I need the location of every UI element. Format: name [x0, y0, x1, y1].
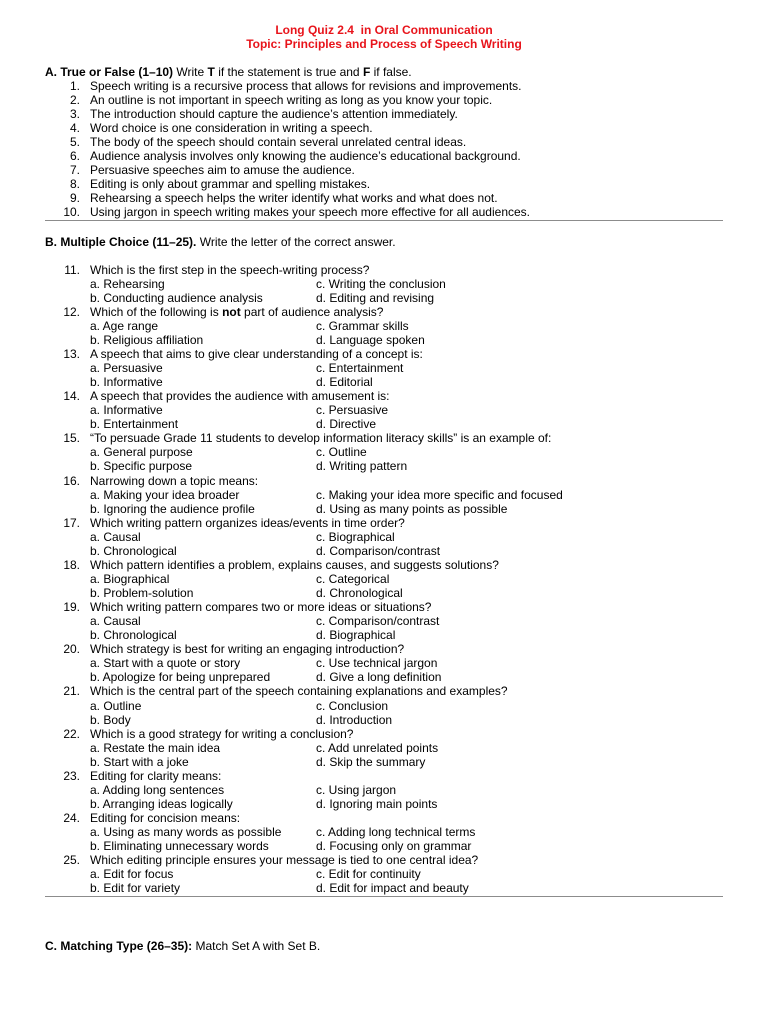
section-a-instr-2: if the statement is true and — [214, 65, 363, 79]
mc-options-row — [0, 319, 768, 333]
mc-option-b: b. Specific purpose — [90, 459, 193, 473]
mc-option-a: a. Biographical — [90, 572, 170, 586]
mc-option-b: b. Eliminating unnecessary words — [90, 839, 269, 853]
mc-number: 21. — [63, 684, 80, 698]
mc-number: 22. — [63, 727, 80, 741]
section-c-instruction: Match Set A with Set B. — [192, 939, 321, 953]
mc-options-row — [0, 614, 768, 628]
tf-number: 2. — [69, 93, 80, 107]
mc-option-a: a. Outline — [90, 699, 142, 713]
mc-options-row — [0, 670, 768, 684]
mc-number: 20. — [63, 642, 80, 656]
mc-option-d: d. Comparison/contrast — [316, 544, 441, 558]
tf-statement: Word choice is one consideration in writing a speech. — [90, 121, 373, 135]
mc-options-row — [0, 586, 768, 600]
section-b-label: B. Multiple Choice (11–25). — [45, 235, 197, 249]
mc-option-d: d. Give a long definition — [316, 670, 442, 684]
mc-option-d: d. Edit for impact and beauty — [316, 881, 469, 895]
mc-options-row — [0, 839, 768, 853]
mc-option-a: a. Edit for focus — [90, 867, 174, 881]
mc-option-b: b. Entertainment — [90, 417, 179, 431]
section-a-false-letter: F — [362, 65, 371, 79]
mc-option-c: c. Grammar skills — [316, 319, 409, 333]
mc-option-b: b. Start with a joke — [90, 755, 189, 769]
tf-number: 10. — [63, 205, 80, 219]
mc-question-text: A speech that provides the audience with amusement is: — [90, 389, 390, 403]
mc-question-text-pre: Which of the following is — [90, 305, 223, 319]
mc-question — [0, 263, 768, 277]
mc-option-d: d. Directive — [316, 417, 377, 431]
mc-number: 17. — [63, 516, 80, 530]
mc-options-row — [0, 502, 768, 516]
mc-number: 16. — [63, 474, 80, 488]
mc-option-d: d. Editing and revising — [316, 291, 435, 305]
mc-question-text: Narrowing down a topic means: — [90, 474, 259, 488]
mc-option-d: d. Biographical — [316, 628, 396, 642]
mc-option-c: c. Writing the conclusion — [316, 277, 446, 291]
tf-number: 5. — [69, 135, 80, 149]
mc-option-a: a. Rehearsing — [90, 277, 165, 291]
mc-options-row — [0, 572, 768, 586]
mc-question-text: A speech that aims to give clear understanding of a concept is: — [90, 347, 423, 361]
section-a-true-letter: T — [207, 65, 215, 79]
mc-option-d: d. Chronological — [316, 586, 403, 600]
tf-number: 4. — [69, 121, 80, 135]
mc-options-row — [0, 375, 768, 389]
mc-options-row — [0, 755, 768, 769]
mc-number: 13. — [63, 347, 80, 361]
mc-question — [0, 516, 768, 530]
mc-number: 12. — [63, 305, 80, 319]
tf-number: 1. — [69, 79, 80, 93]
section-a-label: A. True or False (1–10) — [45, 65, 174, 79]
mc-options-row — [0, 361, 768, 375]
tf-statement: Speech writing is a recursive process that allows for revisions and improvements. — [90, 79, 522, 93]
mc-number: 24. — [63, 811, 80, 825]
mc-question — [0, 811, 768, 825]
mc-option-a: a. Restate the main idea — [90, 741, 221, 755]
section-a-heading — [45, 65, 412, 79]
section-b-heading — [45, 235, 396, 249]
mc-options-row — [0, 291, 768, 305]
mc-question-text: Which is a good strategy for writing a conclusion? — [90, 727, 354, 741]
mc-question-text: Which writing pattern compares two or more ideas or situations? — [90, 600, 432, 614]
mc-option-b: b. Conducting audience analysis — [90, 291, 263, 305]
mc-question-text: Editing for clarity means: — [90, 769, 222, 783]
mc-question — [0, 558, 768, 572]
tf-statement: The introduction should capture the audience’s attention immediately. — [90, 107, 458, 121]
mc-option-c: c. Making your idea more specific and focused — [316, 488, 563, 502]
mc-options-row — [0, 403, 768, 417]
mc-question-text: Which writing pattern organizes ideas/events in time order? — [90, 516, 405, 530]
mc-options-row — [0, 713, 768, 727]
mc-option-d: d. Introduction — [316, 713, 393, 727]
mc-number: 25. — [63, 853, 80, 867]
section-b-instruction: Write the letter of the correct answer. — [196, 235, 396, 249]
tf-number: 8. — [69, 177, 80, 191]
mc-question — [0, 431, 768, 445]
mc-option-b: b. Arranging ideas logically — [90, 797, 233, 811]
tf-statement: Editing is only about grammar and spelling mistakes. — [90, 177, 371, 191]
mc-option-c: c. Conclusion — [316, 699, 389, 713]
mc-option-c: c. Biographical — [316, 530, 395, 544]
mc-option-d: d. Editorial — [316, 375, 373, 389]
mc-option-d: d. Skip the summary — [316, 755, 426, 769]
mc-options-row — [0, 797, 768, 811]
mc-option-a: a. Informative — [90, 403, 163, 417]
mc-question-text: Which is the central part of the speech containing explanations and examples? — [90, 684, 508, 698]
tf-statement: An outline is not important in speech writing as long as you know your topic. — [90, 93, 493, 107]
mc-option-a: a. Start with a quote or story — [90, 656, 241, 670]
mc-options-row — [0, 656, 768, 670]
mc-options-row — [0, 445, 768, 459]
section-divider — [45, 220, 723, 221]
mc-options-row — [0, 881, 768, 895]
mc-option-b: b. Apologize for being unprepared — [90, 670, 271, 684]
mc-option-c: c. Persuasive — [316, 403, 389, 417]
mc-option-c: c. Adding long technical terms — [316, 825, 476, 839]
mc-question-text: Which editing principle ensures your message is tied to one central idea? — [90, 853, 479, 867]
mc-option-a: a. General purpose — [90, 445, 193, 459]
mc-option-a: a. Making your idea broader — [90, 488, 240, 502]
section-c-label: C. Matching Type (26–35): — [45, 939, 193, 953]
mc-question — [0, 600, 768, 614]
section-c-heading — [45, 939, 320, 953]
mc-option-d: d. Focusing only on grammar — [316, 839, 472, 853]
tf-number: 9. — [69, 191, 80, 205]
mc-option-a: a. Adding long sentences — [90, 783, 225, 797]
mc-option-b: b. Ignoring the audience profile — [90, 502, 255, 516]
mc-number: 15. — [63, 431, 80, 445]
tf-number: 6. — [69, 149, 80, 163]
mc-option-d: d. Writing pattern — [316, 459, 408, 473]
mc-options-row — [0, 459, 768, 473]
mc-option-c: c. Using jargon — [316, 783, 397, 797]
tf-statement: Audience analysis involves only knowing the audience’s educational background. — [90, 149, 521, 163]
mc-option-b: b. Chronological — [90, 628, 177, 642]
section-a-instr-1: Write — [173, 65, 208, 79]
tf-number: 3. — [69, 107, 80, 121]
mc-options-row — [0, 530, 768, 544]
mc-option-a: a. Causal — [90, 614, 141, 628]
mc-options-row — [0, 825, 768, 839]
tf-number: 7. — [69, 163, 80, 177]
mc-option-c: c. Comparison/contrast — [316, 614, 440, 628]
mc-question-text: Which pattern identifies a problem, explains causes, and suggests solutions? — [90, 558, 499, 572]
mc-options-row — [0, 699, 768, 713]
mc-question-text: Which strategy is best for writing an engaging introduction? — [90, 642, 405, 656]
mc-question — [0, 642, 768, 656]
mc-question — [0, 853, 768, 867]
mc-number: 14. — [63, 389, 80, 403]
mc-options-row — [0, 867, 768, 881]
mc-option-a: a. Persuasive — [90, 361, 163, 375]
mc-question — [0, 347, 768, 361]
mc-options-row — [0, 333, 768, 347]
mc-option-c: c. Entertainment — [316, 361, 404, 375]
mc-options-row — [0, 417, 768, 431]
mc-option-c: c. Add unrelated points — [316, 741, 439, 755]
mc-question-text-post: part of audience analysis? — [240, 305, 384, 319]
mc-question — [0, 389, 768, 403]
mc-question-text: “To persuade Grade 11 students to develop information literacy skills” is an example of: — [90, 431, 552, 445]
mc-question — [0, 769, 768, 783]
mc-option-c: c. Edit for continuity — [316, 867, 421, 881]
mc-number: 23. — [63, 769, 80, 783]
quiz-topic: Topic: Principles and Process of Speech Writing — [246, 37, 522, 51]
section-divider — [45, 896, 723, 897]
mc-question — [0, 474, 768, 488]
mc-question-text-emphasis: not — [222, 305, 241, 319]
mc-option-b: b. Body — [90, 713, 131, 727]
mc-question-text: Which is the first step in the speech-writing process? — [90, 263, 370, 277]
section-a-instr-3: if false. — [370, 65, 412, 79]
mc-question — [0, 727, 768, 741]
mc-options-row — [0, 783, 768, 797]
mc-question — [0, 684, 768, 698]
tf-statement: Using jargon in speech writing makes your speech more effective for all audiences. — [90, 205, 531, 219]
mc-number: 11. — [64, 263, 80, 277]
mc-option-b: b. Informative — [90, 375, 163, 389]
mc-option-b: b. Edit for variety — [90, 881, 181, 895]
mc-option-b: b. Chronological — [90, 544, 177, 558]
mc-option-a: a. Age range — [90, 319, 159, 333]
mc-option-d: d. Using as many points as possible — [316, 502, 508, 516]
mc-option-c: c. Use technical jargon — [316, 656, 438, 670]
tf-statement: Rehearsing a speech helps the writer identify what works and what does not. — [90, 191, 498, 205]
mc-question-text: Editing for concision means: — [90, 811, 241, 825]
quiz-title: Long Quiz 2.4 in Oral Communication — [275, 23, 493, 37]
mc-option-a: a. Using as many words as possible — [90, 825, 282, 839]
mc-question — [0, 305, 768, 319]
mc-option-b: b. Religious affiliation — [90, 333, 204, 347]
tf-statement: Persuasive speeches aim to amuse the audience. — [90, 163, 355, 177]
mc-option-d: d. Language spoken — [316, 333, 425, 347]
mc-option-a: a. Causal — [90, 530, 141, 544]
mc-options-row — [0, 544, 768, 558]
mc-option-d: d. Ignoring main points — [316, 797, 438, 811]
mc-question-text — [90, 305, 383, 319]
mc-options-row — [0, 628, 768, 642]
mc-options-row — [0, 741, 768, 755]
mc-option-c: c. Outline — [316, 445, 367, 459]
mc-options-row — [0, 488, 768, 502]
mc-options-row — [0, 277, 768, 291]
tf-statement: The body of the speech should contain several unrelated central ideas. — [90, 135, 467, 149]
mc-option-c: c. Categorical — [316, 572, 390, 586]
mc-number: 18. — [63, 558, 80, 572]
mc-number: 19. — [63, 600, 80, 614]
mc-option-b: b. Problem-solution — [90, 586, 194, 600]
